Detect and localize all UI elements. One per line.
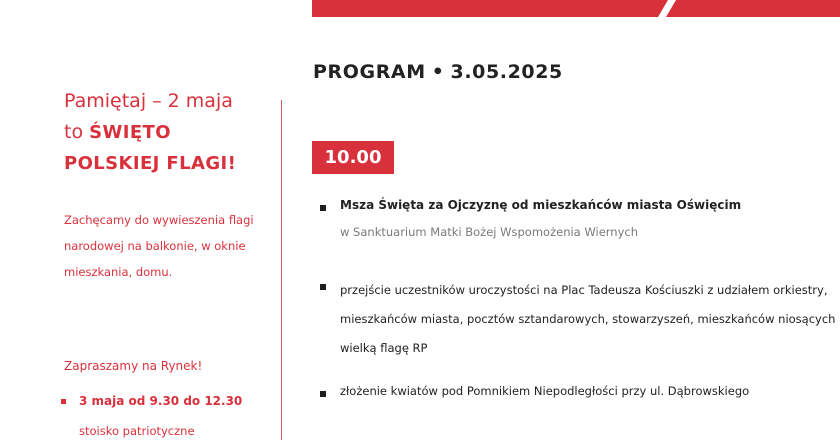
reminder-line-2 <box>64 117 274 148</box>
market-description: stoisko patriotyczne <box>79 424 195 438</box>
reminder-to: to <box>64 121 90 143</box>
red-bullet-icon <box>61 399 66 404</box>
program-label: PROGRAM <box>313 61 426 83</box>
square-bullet-icon <box>320 284 326 290</box>
market-time: 3 maja od 9.30 do 12.30 <box>79 394 243 408</box>
time-badge: 10.00 <box>312 141 394 174</box>
encourage-text: Zachęcamy do wywieszenia flagi narodowej na balkonie, w oknie mieszkania, domu. <box>64 213 254 279</box>
program-item-text: przejście uczestników uroczystości na Plac Tadeusza Kościuszki z udziałem orkiestry, mieszkańców miasta, pocztów sztandarowych, stowarzyszeń, mieszkańców niosących wielką flagę RP <box>340 283 836 355</box>
square-bullet-icon <box>320 205 326 211</box>
reminder-highlight: ŚWIĘTO <box>89 122 171 143</box>
program-item-subtitle: w Sanktuarium Matki Bożej Wspomożenia Wiernych <box>340 225 639 239</box>
program-separator: • <box>431 61 445 83</box>
program-item-text: złożenie kwiatów pod Pomnikiem Niepodległości przy ul. Dąbrowskiego <box>340 384 750 398</box>
program-item-title: Msza Święta za Ojczyznę od mieszkańców miasta Oświęcim <box>340 198 742 212</box>
top-red-banner <box>312 0 840 17</box>
program-date: 3.05.2025 <box>450 61 563 83</box>
program-header <box>313 61 563 83</box>
reminder-line-1: Pamiętaj – 2 maja <box>64 90 233 112</box>
sidebar-divider <box>281 100 282 440</box>
flag-day-reminder <box>64 86 274 179</box>
invite-heading: Zapraszamy na Rynek! <box>64 359 203 373</box>
square-bullet-icon <box>320 391 326 397</box>
reminder-line-3: POLSKIEJ FLAGI! <box>64 153 237 174</box>
